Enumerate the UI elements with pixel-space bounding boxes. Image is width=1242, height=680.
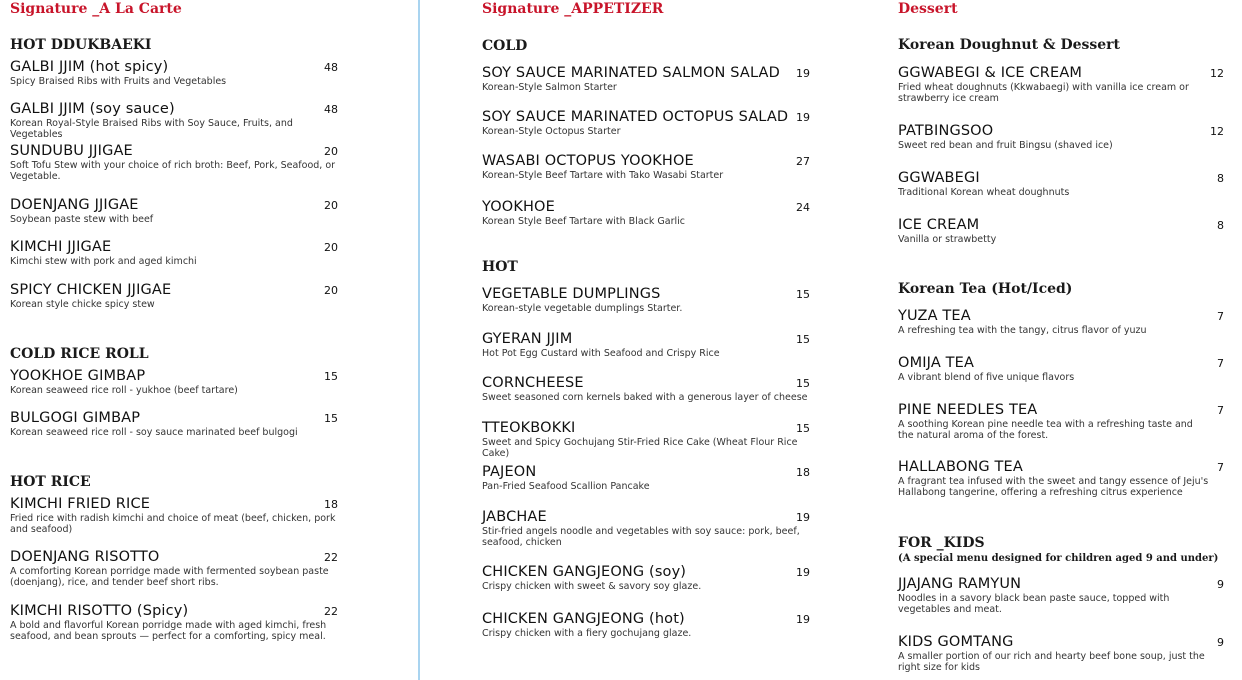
item-name: CHICKEN GANGJEONG (hot) <box>482 611 685 627</box>
item-description: Soybean paste stew with beef <box>10 214 154 225</box>
column-divider-left <box>418 0 420 680</box>
menu-item <box>482 286 812 315</box>
menu-item <box>10 368 340 397</box>
item-name: GYERAN JJIM <box>482 331 573 347</box>
item-description: Korean-Style Salmon Starter <box>482 82 617 93</box>
item-description: Korean-Style Beef Tartare with Tako Wasabi Starter <box>482 170 724 181</box>
kids-age-note: (A special menu designed for children aged 9 and under) <box>898 553 1219 564</box>
section-heading-cold: COLD <box>482 38 528 54</box>
menu-item <box>898 308 1224 337</box>
item-price: 22 <box>324 551 338 564</box>
menu-item <box>10 143 340 182</box>
item-description: Korean seaweed rice roll - yukhoe (beef tartare) <box>10 385 238 396</box>
menu-item <box>10 239 340 268</box>
column-a-la-carte <box>10 0 340 680</box>
item-name: YOOKHOE GIMBAP <box>10 368 146 384</box>
item-name: VEGETABLE DUMPLINGS <box>482 286 661 302</box>
section-heading-for-kids: FOR _KIDS <box>898 535 985 551</box>
item-price: 20 <box>324 241 338 254</box>
item-price: 8 <box>1217 219 1224 232</box>
item-price: 19 <box>796 613 810 626</box>
menu-item <box>898 217 1224 246</box>
item-price: 20 <box>324 284 338 297</box>
item-description: Hot Pot Egg Custard with Seafood and Crispy Rice <box>482 348 720 359</box>
item-price: 20 <box>324 145 338 158</box>
item-description: Kimchi stew with pork and aged kimchi <box>10 256 197 267</box>
item-description: Korean seaweed rice roll - soy sauce marinated beef bulgogi <box>10 427 298 438</box>
item-price: 7 <box>1217 357 1224 370</box>
menu-item <box>898 65 1224 104</box>
item-price: 9 <box>1217 578 1224 591</box>
menu-item <box>10 59 340 88</box>
item-name: SOY SAUCE MARINATED OCTOPUS SALAD <box>482 109 789 125</box>
item-price: 12 <box>1210 67 1224 80</box>
item-price: 7 <box>1217 404 1224 417</box>
item-name: KIDS GOMTANG <box>898 634 1014 650</box>
item-price: 48 <box>324 103 338 116</box>
section-heading-hot-rice: HOT RICE <box>10 474 91 490</box>
menu-item <box>482 464 812 493</box>
item-price: 15 <box>324 412 338 425</box>
item-name: SUNDUBU JJIGAE <box>10 143 133 159</box>
item-description: A soothing Korean pine needle tea with a refreshing taste and the natural aroma of the forest. <box>898 419 1193 441</box>
section-heading-korean-tea: Korean Tea (Hot/Iced) <box>898 281 1073 297</box>
item-name: GALBI JJIM (soy sauce) <box>10 101 175 117</box>
menu-item <box>10 282 340 311</box>
item-price: 15 <box>796 333 810 346</box>
menu-item <box>10 410 340 439</box>
item-name: SPICY CHICKEN JJIGAE <box>10 282 172 298</box>
item-description: Stir-fried angels noodle and vegetables with soy sauce: pork, beef, seafood, chicken <box>482 526 800 548</box>
item-description: Fried wheat doughnuts (Kkwabaegi) with vanilla ice cream or strawberry ice cream <box>898 82 1189 104</box>
item-description: Pan-Fried Seafood Scallion Pancake <box>482 481 650 492</box>
menu-item <box>10 603 340 642</box>
item-price: 8 <box>1217 172 1224 185</box>
item-name: PINE NEEDLES TEA <box>898 402 1038 418</box>
menu-item <box>898 402 1224 441</box>
menu-item <box>482 153 812 182</box>
item-price: 18 <box>796 466 810 479</box>
item-name: KIMCHI JJIGAE <box>10 239 112 255</box>
item-name: SOY SAUCE MARINATED SALMON SALAD <box>482 65 780 81</box>
menu-item <box>898 459 1224 498</box>
item-description: Korean style chicke spicy stew <box>10 299 155 310</box>
item-price: 22 <box>324 605 338 618</box>
menu-item <box>10 549 340 588</box>
item-price: 15 <box>796 288 810 301</box>
item-description: Fried rice with radish kimchi and choice of meat (beef, chicken, pork and seafood) <box>10 513 336 535</box>
menu-item <box>482 109 812 138</box>
column-appetizer <box>482 0 812 680</box>
item-name: KIMCHI FRIED RICE <box>10 496 151 512</box>
item-price: 19 <box>796 111 810 124</box>
item-price: 15 <box>324 370 338 383</box>
item-name: JJAJANG RAMYUN <box>898 576 1022 592</box>
item-name: GALBI JJIM (hot spicy) <box>10 59 169 75</box>
menu-item <box>482 331 812 360</box>
item-description: Korean Style Beef Tartare with Black Garlic <box>482 216 685 227</box>
menu-item <box>482 564 812 593</box>
item-description: Sweet red bean and fruit Bingsu (shaved ice) <box>898 140 1113 151</box>
item-price: 48 <box>324 61 338 74</box>
column-title: Dessert <box>898 1 958 17</box>
item-name: JABCHAE <box>482 509 547 525</box>
item-name: PAJEON <box>482 464 537 480</box>
menu-item <box>898 634 1224 673</box>
item-description: Korean-style vegetable dumplings Starter. <box>482 303 683 314</box>
item-price: 19 <box>796 511 810 524</box>
menu-item <box>898 123 1224 152</box>
item-price: 9 <box>1217 636 1224 649</box>
item-price: 15 <box>796 377 810 390</box>
item-description: Korean Royal-Style Braised Ribs with Soy Sauce, Fruits, and Vegetables <box>10 118 293 140</box>
item-description: A bold and flavorful Korean porridge made with aged kimchi, fresh seafood, and bean sprouts — perfect for a comforting, spicy meal. <box>10 620 327 642</box>
item-name: CORNCHEESE <box>482 375 584 391</box>
item-name: ICE CREAM <box>898 217 980 233</box>
menu-item <box>482 611 812 640</box>
menu-item <box>10 496 340 535</box>
item-price: 20 <box>324 199 338 212</box>
item-price: 24 <box>796 201 810 214</box>
item-description: Sweet and Spicy Gochujang Stir-Fried Rice Cake (Wheat Flour Rice Cake) <box>482 437 798 459</box>
item-description: A fragrant tea infused with the sweet and tangy essence of Jeju's Hallabong tangerine, offering a refreshing citrus experience <box>898 476 1209 498</box>
item-description: Korean-Style Octopus Starter <box>482 126 621 137</box>
item-price: 27 <box>796 155 810 168</box>
column-title: Signature _A La Carte <box>10 1 182 17</box>
item-name: TTEOKBOKKI <box>482 420 576 436</box>
item-name: HALLABONG TEA <box>898 459 1023 475</box>
item-name: DOENJANG JJIGAE <box>10 197 139 213</box>
item-price: 12 <box>1210 125 1224 138</box>
menu-item <box>10 101 340 140</box>
menu-item <box>482 65 812 94</box>
item-price: 7 <box>1217 461 1224 474</box>
item-name: PATBINGSOO <box>898 123 994 139</box>
column-title: Signature _APPETIZER <box>482 1 664 17</box>
section-heading-hot: HOT <box>482 259 518 275</box>
column-dessert <box>898 0 1224 680</box>
item-description: Noodles in a savory black bean paste sauce, topped with vegetables and meat. <box>898 593 1170 615</box>
item-name: YOOKHOE <box>482 199 555 215</box>
item-description: Soft Tofu Stew with your choice of rich broth: Beef, Pork, Seafood, or Vegetable. <box>10 160 336 182</box>
item-price: 19 <box>796 566 810 579</box>
item-name: GGWABEGI & ICE CREAM <box>898 65 1083 81</box>
item-price: 19 <box>796 67 810 80</box>
section-heading-hot-ddukbaeki: HOT DDUKBAEKI <box>10 37 152 53</box>
item-name: OMIJA TEA <box>898 355 975 371</box>
item-description: A refreshing tea with the tangy, citrus flavor of yuzu <box>898 325 1147 336</box>
item-description: Traditional Korean wheat doughnuts <box>898 187 1070 198</box>
menu-item <box>898 170 1224 199</box>
item-price: 7 <box>1217 310 1224 323</box>
menu-item <box>10 197 340 226</box>
item-description: A comforting Korean porridge made with fermented soybean paste (doenjang), rice, and tender beef short ribs. <box>10 566 329 588</box>
item-name: KIMCHI RISOTTO (Spicy) <box>10 603 189 619</box>
item-price: 18 <box>324 498 338 511</box>
item-description: Crispy chicken with a fiery gochujang glaze. <box>482 628 692 639</box>
item-name: CHICKEN GANGJEONG (soy) <box>482 564 687 580</box>
item-price: 15 <box>796 422 810 435</box>
item-description: A vibrant blend of five unique flavors <box>898 372 1075 383</box>
item-description: Sweet seasoned corn kernels baked with a generous layer of cheese <box>482 392 808 403</box>
section-heading-cold-rice-roll: COLD RICE ROLL <box>10 346 149 362</box>
item-description: Spicy Braised Ribs with Fruits and Vegetables <box>10 76 227 87</box>
item-name: BULGOGI GIMBAP <box>10 410 141 426</box>
item-description: Crispy chicken with sweet & savory soy glaze. <box>482 581 702 592</box>
menu-item <box>482 375 812 404</box>
item-description: Vanilla or strawbetty <box>898 234 997 245</box>
menu-item <box>898 355 1224 384</box>
menu-item <box>898 576 1224 615</box>
menu-item <box>482 199 812 228</box>
item-name: WASABI OCTOPUS YOOKHOE <box>482 153 694 169</box>
item-name: YUZA TEA <box>898 308 971 324</box>
item-name: DOENJANG RISOTTO <box>10 549 160 565</box>
item-description: A smaller portion of our rich and hearty beef bone soup, just the right size for kids <box>898 651 1205 673</box>
menu-item <box>482 420 812 459</box>
menu-item <box>482 509 812 548</box>
item-name: GGWABEGI <box>898 170 980 186</box>
section-heading-korean-doughnut: Korean Doughnut & Dessert <box>898 37 1121 53</box>
